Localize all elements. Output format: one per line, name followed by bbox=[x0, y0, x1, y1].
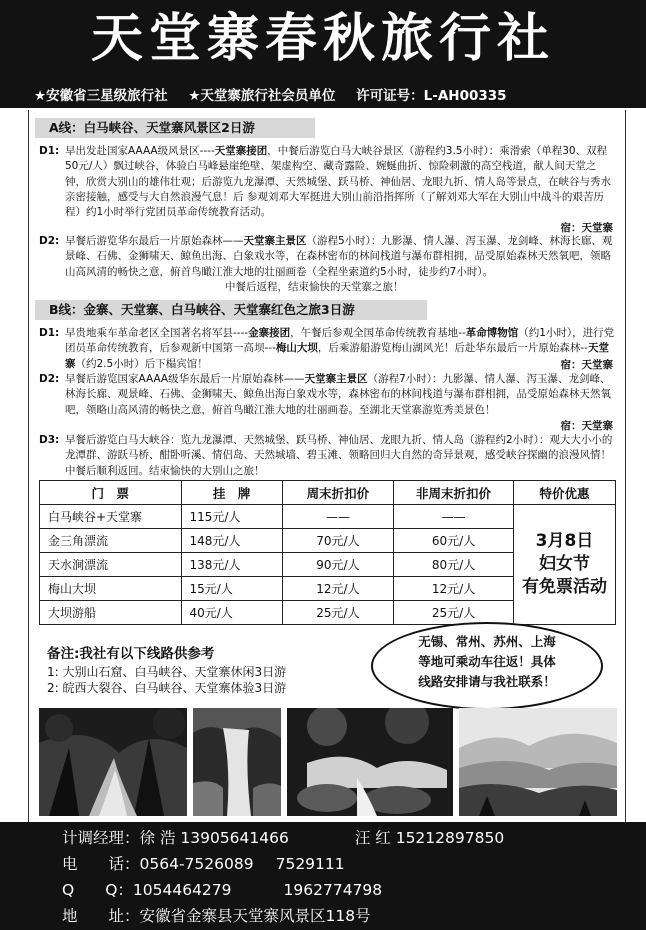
col-list-price: 挂 牌 bbox=[181, 481, 282, 505]
weekend-price: 25元/人 bbox=[282, 601, 393, 625]
ticket-name: 梅山大坝 bbox=[40, 577, 182, 601]
weekend-price: 90元/人 bbox=[282, 553, 393, 577]
list-price: 15元/人 bbox=[181, 577, 282, 601]
qq-2: 1962774798 bbox=[283, 881, 383, 899]
ticket-name: 白马峡谷+天堂寨 bbox=[40, 505, 182, 529]
day-label: D1: bbox=[39, 327, 60, 339]
address-text: 安徽省金寨县天堂寨风景区118号 bbox=[139, 907, 371, 925]
scenery-photos bbox=[39, 708, 617, 816]
table-row bbox=[40, 505, 616, 529]
col-special-offer: 特价优惠 bbox=[514, 481, 616, 505]
bubble-line: 线路安排请与我社联系！ bbox=[418, 674, 556, 689]
manager-label: 计调经理： bbox=[62, 829, 140, 847]
list-price: 148元/人 bbox=[181, 529, 282, 553]
list-price: 138元/人 bbox=[181, 553, 282, 577]
route-b-heading: B线：金寨、天堂寨、白马峡谷、天堂寨红色之旅3日游 bbox=[35, 300, 427, 320]
col-weekend-price: 周末折扣价 bbox=[282, 481, 393, 505]
qq-label: Q Q： bbox=[62, 881, 133, 899]
contact-footer bbox=[0, 822, 646, 930]
photo-forest-stream bbox=[39, 708, 187, 816]
manager-contact-1: 徐 浩 13905641466 bbox=[139, 829, 289, 847]
bubble-line: 无锡、常州、苏州、上海 bbox=[418, 634, 556, 649]
ticket-name: 金三角漂流 bbox=[40, 529, 182, 553]
day-label: D2: bbox=[39, 235, 60, 247]
qq-row bbox=[62, 878, 382, 900]
day-label: D1: bbox=[39, 145, 60, 157]
manager-row bbox=[62, 826, 504, 848]
train-info-bubble bbox=[371, 622, 603, 710]
special-offer-cell bbox=[514, 505, 616, 625]
photo-cascade-rocks bbox=[287, 708, 453, 816]
route-b-day2-lodging: 宿：天堂寨 bbox=[560, 420, 613, 432]
ticket-name: 天水涧漂流 bbox=[40, 553, 182, 577]
day-label: D2: bbox=[39, 373, 60, 385]
itinerary-panel bbox=[28, 110, 626, 823]
photo-misty-mountains bbox=[459, 708, 617, 816]
bubble-line: 等地可乘动车往返！具体 bbox=[418, 654, 556, 669]
col-ticket: 门 票 bbox=[40, 481, 182, 505]
weekend-price: 12元/人 bbox=[282, 577, 393, 601]
day-text: 早餐后游览国家AAAA级华东最后一片原始森林——天堂寨主景区（游程7小时）：九影瀑、情人瀑、泻玉瀑、龙剑峰、林海长廊、观景峰、石佛、金狮啸天、鲸鱼出海白象戏水等，森林密布的林间栈道与瀑布群相拥，品受原始森林天然氧吧，领略山高风清的畅快之意，俯首鸟瞰江淮大地的壮丽画卷。至湖北天堂寨游览秀美景色！ bbox=[65, 373, 611, 416]
weekday-price: —— bbox=[394, 505, 514, 529]
route-b-day1-lodging: 宿：天堂寨 bbox=[560, 359, 613, 371]
day-text: 早餐后游览白马大峡谷：览九龙瀑潭、天然城堡、跃马桥、神仙居、龙眼九折、情人岛（游程约2小时）：观大大小小的龙潭群、游跃马桥、酣卧听溪、情侣岛、天然城墙、碧玉滩、领略回归大自然的奇异景观，感受峡谷探幽的浪漫风情！ 中餐后顺利返回。结束愉快的大别山之旅！ bbox=[65, 434, 613, 477]
list-price: 115元/人 bbox=[181, 505, 282, 529]
notes-title: 备注:我社有以下线路供参考 bbox=[47, 646, 215, 662]
ticket-price-table bbox=[39, 480, 616, 625]
address-row bbox=[62, 904, 371, 926]
list-price: 40元/人 bbox=[181, 601, 282, 625]
weekend-price: 70元/人 bbox=[282, 529, 393, 553]
table-header-row bbox=[40, 481, 616, 505]
agency-title: 天堂寨春秋旅行社 bbox=[90, 9, 555, 69]
day-text: 早出发赴国家AAAA级风景区----天堂寨接团，中餐后游览白马大峡谷景区（游程约3.5小时）：乘滑索（单程30、双程50元/人）飘过峡谷，体验白马峰悬崖绝壁、架虚构空、藏奇露险、婉蜒曲折、惊险刺激的高空栈道，献人间天堂之钟，欣赏大别山的雄伟壮观；后游览九龙瀑潭、天然城堡、跃马桥、神仙居、龙眼九折、情人岛等景点，在峡谷与秀水亲密接触，感受与大自然浪漫气息！后 参观刘邓大军挺进大别山前沿指挥所（了解刘邓大军在大别山中战斗的艰苦历程）约1小时举行党团员革命传统教育活动。 bbox=[65, 145, 611, 219]
notes-item: 2: 皖西大裂谷、白马峡谷、天堂寨体验3日游 bbox=[47, 681, 287, 695]
ticket-name: 大坝游船 bbox=[40, 601, 182, 625]
rating-text: ★安徽省三星级旅行社 bbox=[34, 88, 168, 104]
manager-contact-2: 汪 红 15212897850 bbox=[354, 829, 505, 847]
header-subtitle-bar bbox=[34, 84, 523, 104]
weekday-price: 60元/人 bbox=[394, 529, 514, 553]
notes-item: 1: 大别山石窟、白马峡谷、天堂寨休闲3日游 bbox=[47, 665, 287, 679]
membership-text: ★天堂寨旅行社会员单位 bbox=[188, 88, 336, 104]
phone-row bbox=[62, 852, 345, 874]
promo-holiday: 妇女节 bbox=[539, 554, 590, 574]
weekday-price: 12元/人 bbox=[394, 577, 514, 601]
phone-2: 7529111 bbox=[275, 855, 345, 873]
day-label: D3: bbox=[39, 434, 60, 446]
license-text: 许可证号：L-AH00335 bbox=[356, 88, 507, 104]
day-text: 早餐后游览华东最后一片原始森林——天堂寨主景区（游程5小时）：九影瀑、情人瀑、泻玉瀑、龙剑峰、林海长廊、观景峰、石佛、金狮啸天、鲸鱼出海、白象戏水等，在森林密布的林间栈道与瀑布群相拥，品受原始森林天然氧吧，领略山高风清的畅快之意，俯首鸟瞰江淮大地的壮丽画卷（全程坐索道约5小时，徒步约7小时）。 中餐后返程，结束愉快的天堂寨之旅！ bbox=[65, 235, 613, 293]
phone-1: 0564-7526089 bbox=[139, 855, 254, 873]
promo-text: 有免票活动 bbox=[522, 577, 607, 597]
qq-1: 1054464279 bbox=[132, 881, 232, 899]
col-weekday-price: 非周末折扣价 bbox=[394, 481, 514, 505]
photo-waterfall bbox=[193, 708, 281, 816]
route-a-day1-lodging: 宿：天堂寨 bbox=[560, 222, 613, 234]
route-a-heading: A线：白马峡谷、天堂寨风景区2日游 bbox=[35, 118, 315, 138]
weekday-price: 80元/人 bbox=[394, 553, 514, 577]
phone-label: 电 话： bbox=[62, 855, 140, 873]
notes-block bbox=[47, 646, 286, 696]
day-text: 早贵地乘车革命老区全国著名将军县----金寨接团，午餐后参观全国革命传统教育基地--革命博物馆（约1小时），进行党团员革命传统教育，后参观新中国第一高坝---梅山大坝，后乘游船游览梅山湖风光！后赴华东最后一片原始森林--天堂寨（约2.5小时）后下榻宾馆！ bbox=[65, 327, 615, 370]
weekend-price: —— bbox=[282, 505, 393, 529]
address-label: 地 址： bbox=[62, 907, 140, 925]
header-banner bbox=[0, 0, 646, 108]
weekday-price: 25元/人 bbox=[394, 601, 514, 625]
promo-date: 3月8日 bbox=[535, 531, 594, 551]
